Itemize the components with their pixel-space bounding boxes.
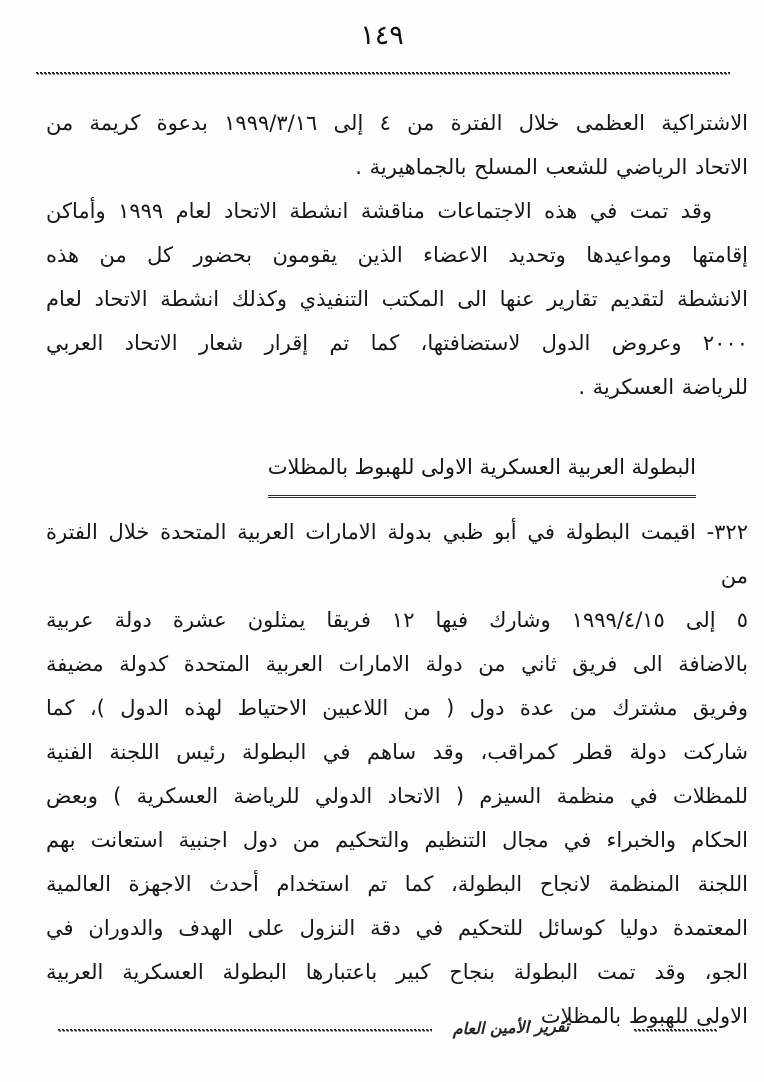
text-line: إقامتها ومواعيدها وتحديد الاعضاء الذين يقومون بحضور كل من هذه	[46, 243, 748, 267]
paragraph-meetings	[46, 189, 748, 409]
footer-divider-left	[58, 1029, 432, 1032]
text-line: الانشطة لتقديم تقارير عنها الى المكتب التنفيذي وكذلك انشطة الاتحاد لعام	[46, 287, 748, 311]
document-body	[0, 75, 764, 1038]
text-line: اللجنة المنظمة لانجاح البطولة، كما تم استخدام أحدث الاجهزة العالمية	[46, 872, 748, 896]
page-number: ١٤٩	[360, 20, 404, 51]
text-line: ٥ إلى ١٩٩٩/٤/١٥ وشارك فيها ١٢ فريقا يمثلون عشرة دولة عربية	[46, 608, 748, 632]
text-line: الحكام والخبراء في مجال التنظيم والتحكيم من دول اجنبية استعانت بهم	[46, 828, 748, 852]
text-line: ٣٢٢- اقيمت البطولة في أبو ظبي بدولة الامارات العربية المتحدة خلال الفترة من	[46, 520, 748, 588]
text-line: الاتحاد الرياضي للشعب المسلح بالجماهيرية .	[355, 155, 748, 179]
text-line: الجو، وقد تمت البطولة بنجاح كبير باعتبارها البطولة العسكرية العربية	[46, 960, 748, 984]
footer-signature: تقرير الأمين العام	[452, 1016, 570, 1039]
section-heading: البطولة العربية العسكرية الاولى للهبوط بالمظلات	[268, 443, 696, 498]
text-line: الاشتراكية العظمى خلال الفترة من ٤ إلى ١٩٩٩/٣/١٦ بدعوة كريمة من	[46, 111, 749, 135]
text-line: وفريق مشترك من عدة دول ( من اللاعبين الاحتياط لهذه الدول )، كما	[46, 696, 748, 720]
text-line: للمظلات في منظمة السيزم ( الاتحاد الدولي للرياضة العسكرية ) وبعض	[46, 784, 748, 808]
text-line: بالاضافة الى فريق ثاني من دولة الامارات العربية المتحدة كدولة مضيفة	[46, 652, 748, 676]
text-line: للرياضة العسكرية .	[578, 375, 748, 399]
text-line: المعتمدة دوليا كوسائل للتحكيم في دقة النزول على الهدف والدوران في	[46, 916, 748, 940]
footer-divider-right	[634, 1029, 718, 1032]
text-line: شاركت دولة قطر كمراقب، وقد ساهم في البطولة رئيس اللجنة الفنية	[46, 740, 748, 764]
section-heading-row	[46, 443, 748, 498]
text-line: الاولى للهبوط بالمظلات .	[526, 1004, 748, 1028]
paragraph-continuation	[46, 101, 748, 189]
footer	[0, 1012, 764, 1054]
paragraph-322	[46, 510, 748, 1038]
text-line: ٢٠٠٠ وعروض الدول لاستضافتها، كما تم إقرار شعار الاتحاد العربي	[46, 331, 748, 355]
text-line: وقد تمت في هذه الاجتماعات مناقشة انشطة الاتحاد لعام ١٩٩٩ وأماكن	[46, 199, 713, 223]
